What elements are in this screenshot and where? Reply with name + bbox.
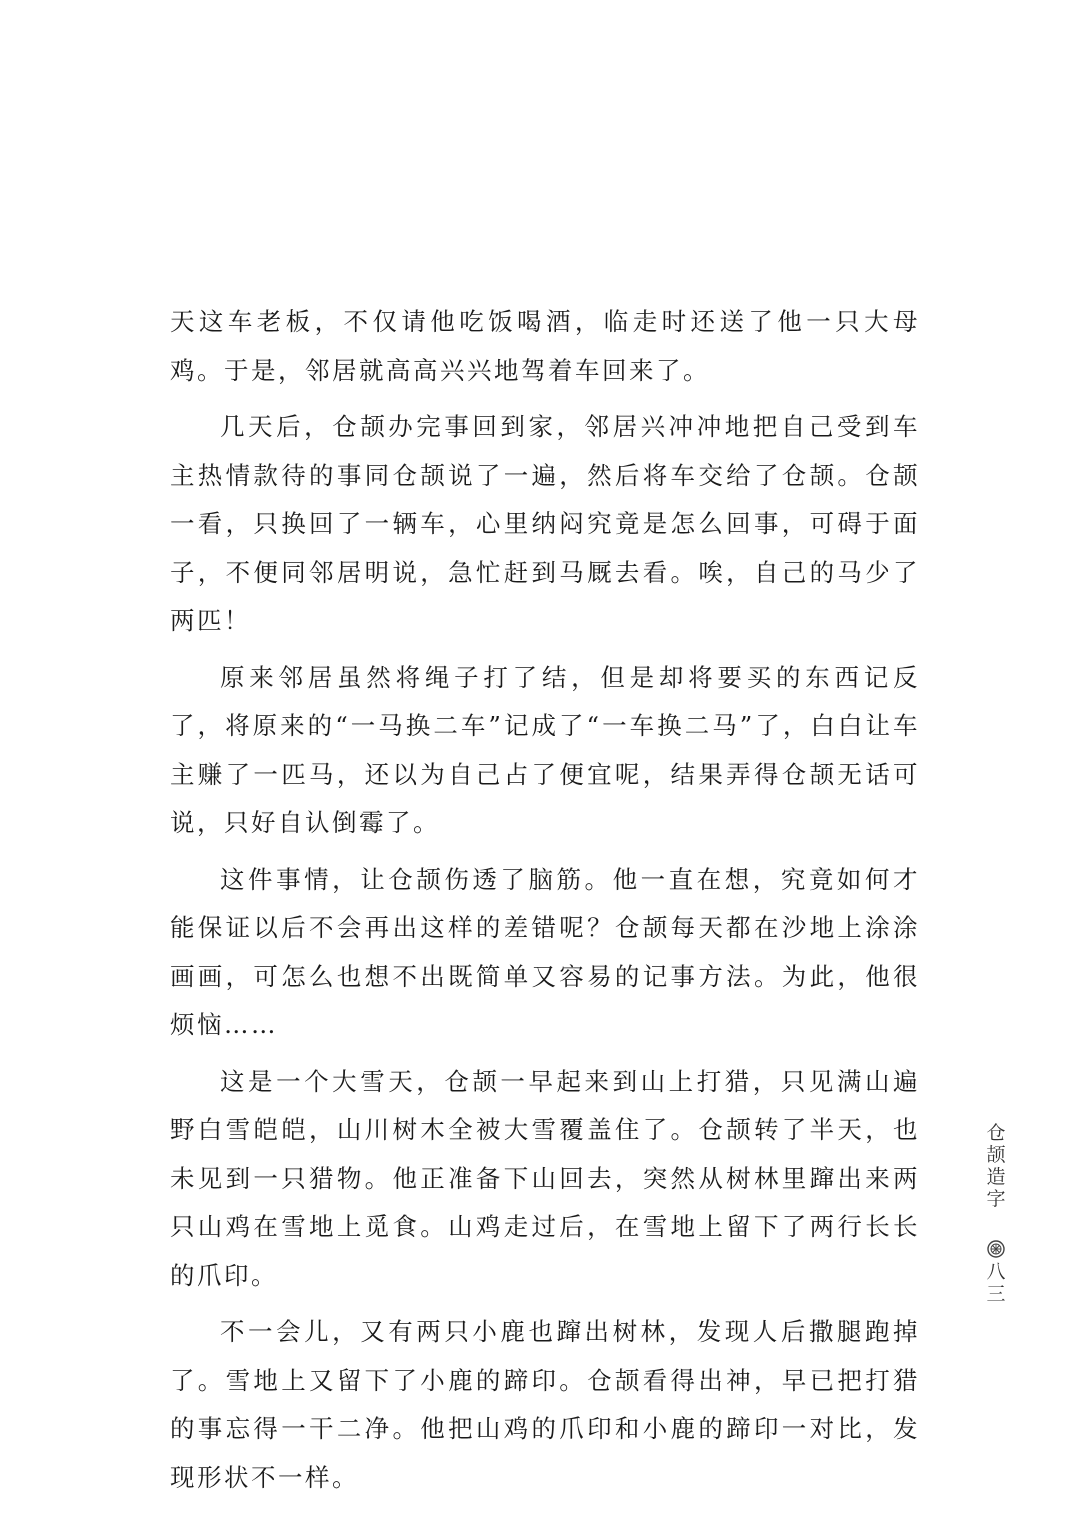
page-number-char: 三 [986,1283,1006,1305]
running-title [983,1122,1009,1210]
paragraph: 不一会儿，又有两只小鹿也蹿出树林，发现人后撒腿跑掉了。雪地上又留下了小鹿的蹄印。仓颉看得出神，早已把打猎的事忘得一干二净。他把山鸡的爪印和小鹿的蹄印一对比，发现形状不一样。 [170,1317,920,1492]
running-title-char: 颉 [986,1144,1006,1166]
page-number [983,1237,1009,1305]
seal-ornament-icon [987,1240,1005,1258]
running-title-char: 造 [986,1166,1006,1188]
running-title-char: 字 [986,1188,1006,1210]
paragraph: 原来邻居虽然将绳子打了结，但是却将要买的东西记反了，将原来的“一马换二车”记成了“一车换二马”了，白白让车主赚了一匹马，还以为自己占了便宜呢，结果弄得仓颉无话可说，只好自认倒霉了。 [170,662,920,837]
body-text [170,298,920,1510]
paragraph: 这是一个大雪天，仓颉一早起来到山上打猎，只见满山遍野白雪皑皑，山川树木全被大雪覆盖住了。仓颉转了半天，也未见到一只猎物。他正准备下山回去，突然从树林里蹿出来两只山鸡在雪地上觅食。山鸡走过后，在雪地上留下了两行长长的爪印。 [170,1066,920,1290]
running-title-char: 仓 [986,1122,1006,1144]
paragraph: 几天后，仓颉办完事回到家，邻居兴冲冲地把自己受到车主热情款待的事同仓颉说了一遍，然后将车交给了仓颉。仓颉一看，只换回了一辆车，心里纳闷究竟是怎么回事，可碍于面子，不便同邻居明说，急忙赶到马厩去看。唉，自己的马少了两匹！ [170,412,920,635]
paragraph: 这件事情，让仓颉伤透了脑筋。他一直在想，究竟如何才能保证以后不会再出这样的差错呢？仓颉每天都在沙地上涂涂画画，可怎么也想不出既简单又容易的记事方法。为此，他很烦恼…… [170,864,920,1039]
paragraph: 天这车老板，不仅请他吃饭喝酒，临走时还送了他一只大母鸡。于是，邻居就高高兴兴地驾着车回来了。 [170,307,920,385]
page-number-char: 八 [986,1261,1006,1283]
